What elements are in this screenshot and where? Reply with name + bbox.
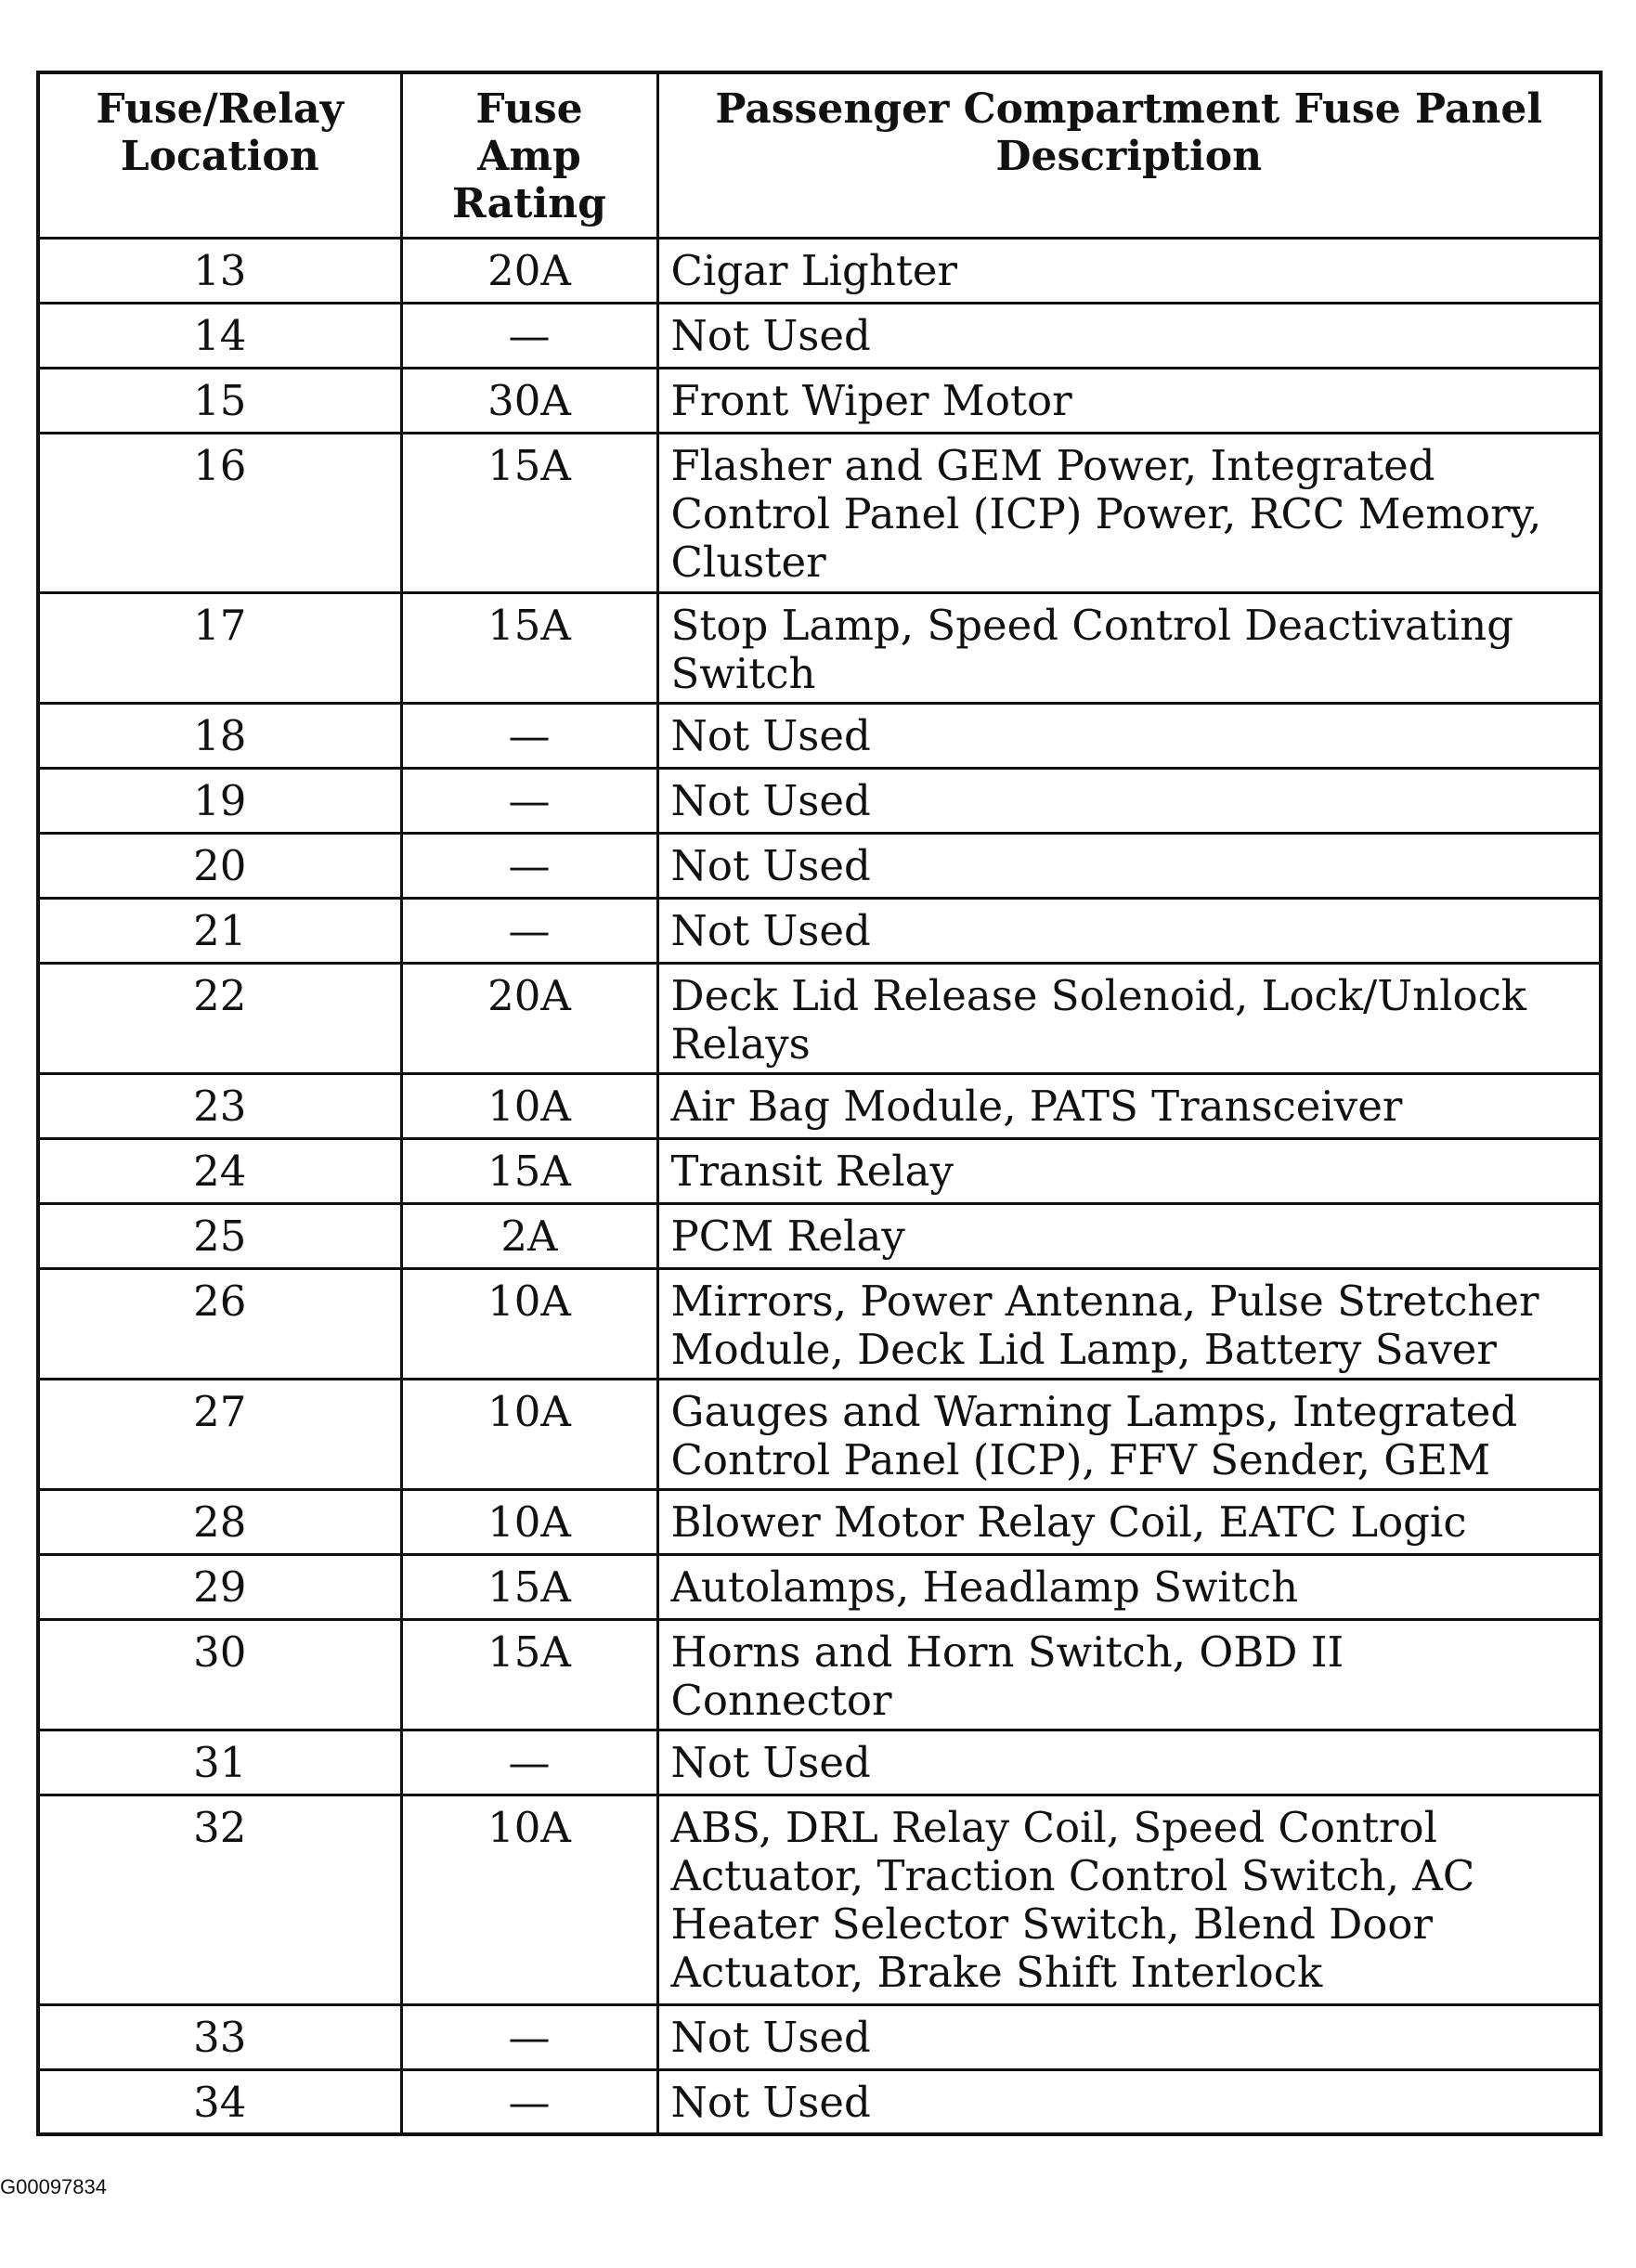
table-row bbox=[38, 768, 1601, 833]
header-description-line: Passenger Compartment Fuse Panel bbox=[715, 85, 1543, 133]
header-location bbox=[38, 72, 401, 238]
cell-location: 20 bbox=[38, 833, 401, 898]
description-line: ABS, DRL Relay Coil, Speed Control bbox=[670, 1802, 1438, 1852]
table-row bbox=[38, 1138, 1601, 1203]
cell-amp-rating: 10A bbox=[401, 1795, 657, 2004]
table-row bbox=[38, 1489, 1601, 1554]
description-line: Transit Relay bbox=[670, 1146, 954, 1196]
cell-location: 34 bbox=[38, 2069, 401, 2134]
cell-description bbox=[657, 1619, 1601, 1730]
cell-description bbox=[657, 1379, 1601, 1489]
cell-amp-rating: — bbox=[401, 303, 657, 368]
table-row bbox=[38, 592, 1601, 703]
table-row bbox=[38, 2004, 1601, 2069]
cell-description bbox=[657, 963, 1601, 1073]
description-line: Module, Deck Lid Lamp, Battery Saver bbox=[670, 1324, 1497, 1374]
cell-description bbox=[657, 1554, 1601, 1619]
description-line: Flasher and GEM Power, Integrated bbox=[670, 440, 1435, 490]
table-row bbox=[38, 898, 1601, 963]
description-line: Actuator, Traction Control Switch, AC bbox=[670, 1850, 1475, 1900]
cell-amp-rating: — bbox=[401, 833, 657, 898]
cell-amp-rating: — bbox=[401, 2004, 657, 2069]
cell-amp-rating: 2A bbox=[401, 1203, 657, 1268]
cell-description bbox=[657, 2069, 1601, 2134]
table-row bbox=[38, 2069, 1601, 2134]
cell-location: 21 bbox=[38, 898, 401, 963]
cell-location: 15 bbox=[38, 368, 401, 433]
table-row bbox=[38, 1203, 1601, 1268]
fuse-table-body bbox=[38, 238, 1601, 2134]
cell-description bbox=[657, 1730, 1601, 1795]
description-line: Not Used bbox=[670, 1737, 871, 1787]
cell-location: 13 bbox=[38, 238, 401, 303]
cell-amp-rating: 10A bbox=[401, 1073, 657, 1138]
cell-location: 29 bbox=[38, 1554, 401, 1619]
cell-location: 33 bbox=[38, 2004, 401, 2069]
header-row bbox=[38, 72, 1601, 238]
header-amp-line: Rating bbox=[452, 180, 606, 227]
header-amp-line: Fuse bbox=[475, 85, 583, 133]
header-description bbox=[657, 72, 1601, 238]
table-row bbox=[38, 703, 1601, 768]
table-row bbox=[38, 1619, 1601, 1730]
cell-location: 27 bbox=[38, 1379, 401, 1489]
cell-description bbox=[657, 703, 1601, 768]
cell-location: 30 bbox=[38, 1619, 401, 1730]
cell-amp-rating: 15A bbox=[401, 433, 657, 592]
cell-location: 28 bbox=[38, 1489, 401, 1554]
cell-amp-rating: 20A bbox=[401, 238, 657, 303]
table-row bbox=[38, 1730, 1601, 1795]
cell-description bbox=[657, 898, 1601, 963]
description-line: Cluster bbox=[670, 537, 826, 587]
cell-amp-rating: 15A bbox=[401, 1619, 657, 1730]
cell-description bbox=[657, 303, 1601, 368]
cell-amp-rating: 10A bbox=[401, 1379, 657, 1489]
table-row bbox=[38, 1795, 1601, 2004]
cell-amp-rating: 20A bbox=[401, 963, 657, 1073]
table-row bbox=[38, 433, 1601, 592]
cell-amp-rating: 10A bbox=[401, 1489, 657, 1554]
header-description-line: Description bbox=[995, 133, 1263, 180]
cell-amp-rating: — bbox=[401, 2069, 657, 2134]
description-line: Not Used bbox=[670, 2012, 871, 2062]
table-row bbox=[38, 1379, 1601, 1489]
cell-amp-rating: 15A bbox=[401, 1138, 657, 1203]
cell-description bbox=[657, 238, 1601, 303]
cell-description bbox=[657, 1138, 1601, 1203]
figure-id: G00097834 bbox=[0, 2175, 107, 2198]
description-line: Actuator, Brake Shift Interlock bbox=[670, 1947, 1323, 1997]
cell-description bbox=[657, 592, 1601, 703]
cell-description bbox=[657, 1073, 1601, 1138]
description-line: Front Wiper Motor bbox=[670, 375, 1072, 425]
table-row bbox=[38, 368, 1601, 433]
table-row bbox=[38, 963, 1601, 1073]
cell-description bbox=[657, 1203, 1601, 1268]
table-row bbox=[38, 303, 1601, 368]
description-line: PCM Relay bbox=[670, 1211, 905, 1261]
cell-amp-rating: 15A bbox=[401, 592, 657, 703]
cell-description bbox=[657, 1489, 1601, 1554]
cell-location: 18 bbox=[38, 703, 401, 768]
description-line: Horns and Horn Switch, OBD II bbox=[670, 1626, 1344, 1677]
cell-amp-rating: 15A bbox=[401, 1554, 657, 1619]
cell-description bbox=[657, 2004, 1601, 2069]
cell-description bbox=[657, 833, 1601, 898]
description-line: Not Used bbox=[670, 310, 871, 360]
cell-description bbox=[657, 368, 1601, 433]
cell-location: 26 bbox=[38, 1268, 401, 1379]
cell-location: 23 bbox=[38, 1073, 401, 1138]
cell-amp-rating: — bbox=[401, 703, 657, 768]
cell-location: 17 bbox=[38, 592, 401, 703]
description-line: Air Bag Module, PATS Transceiver bbox=[670, 1081, 1403, 1131]
description-line: Heater Selector Switch, Blend Door bbox=[670, 1899, 1433, 1949]
table-row bbox=[38, 833, 1601, 898]
description-line: Cigar Lighter bbox=[670, 245, 958, 295]
header-location-line: Location bbox=[120, 133, 319, 180]
description-line: Not Used bbox=[670, 710, 871, 760]
table-row bbox=[38, 1073, 1601, 1138]
cell-location: 16 bbox=[38, 433, 401, 592]
cell-description bbox=[657, 1268, 1601, 1379]
cell-location: 25 bbox=[38, 1203, 401, 1268]
description-line: Not Used bbox=[670, 840, 871, 890]
header-location-line: Fuse/Relay bbox=[96, 85, 344, 133]
cell-amp-rating: — bbox=[401, 768, 657, 833]
cell-amp-rating: — bbox=[401, 1730, 657, 1795]
cell-description bbox=[657, 433, 1601, 592]
description-line: Control Panel (ICP) Power, RCC Memory, bbox=[670, 488, 1542, 538]
description-line: Autolamps, Headlamp Switch bbox=[670, 1562, 1299, 1612]
cell-description bbox=[657, 1795, 1601, 2004]
cell-description bbox=[657, 768, 1601, 833]
description-line: Switch bbox=[670, 648, 816, 698]
description-line: Not Used bbox=[670, 2077, 871, 2127]
table-row bbox=[38, 1268, 1601, 1379]
table-row bbox=[38, 1554, 1601, 1619]
cell-location: 14 bbox=[38, 303, 401, 368]
description-line: Mirrors, Power Antenna, Pulse Stretcher bbox=[670, 1276, 1539, 1326]
header-amp-line: Amp bbox=[477, 133, 581, 180]
fuse-table bbox=[36, 71, 1603, 2136]
cell-amp-rating: 10A bbox=[401, 1268, 657, 1379]
header-amp-rating bbox=[401, 72, 657, 238]
cell-location: 19 bbox=[38, 768, 401, 833]
cell-amp-rating: — bbox=[401, 898, 657, 963]
description-line: Control Panel (ICP), FFV Sender, GEM bbox=[670, 1434, 1491, 1484]
description-line: Gauges and Warning Lamps, Integrated bbox=[670, 1386, 1518, 1436]
description-line: Connector bbox=[670, 1675, 892, 1725]
cell-location: 22 bbox=[38, 963, 401, 1073]
description-line: Stop Lamp, Speed Control Deactivating bbox=[670, 600, 1514, 650]
description-line: Not Used bbox=[670, 905, 871, 955]
cell-location: 32 bbox=[38, 1795, 401, 2004]
description-line: Deck Lid Release Solenoid, Lock/Unlock bbox=[670, 970, 1527, 1020]
cell-amp-rating: 30A bbox=[401, 368, 657, 433]
cell-location: 31 bbox=[38, 1730, 401, 1795]
description-line: Not Used bbox=[670, 775, 871, 825]
table-row bbox=[38, 238, 1601, 303]
description-line: Relays bbox=[670, 1018, 811, 1069]
cell-location: 24 bbox=[38, 1138, 401, 1203]
description-line: Blower Motor Relay Coil, EATC Logic bbox=[670, 1497, 1467, 1547]
